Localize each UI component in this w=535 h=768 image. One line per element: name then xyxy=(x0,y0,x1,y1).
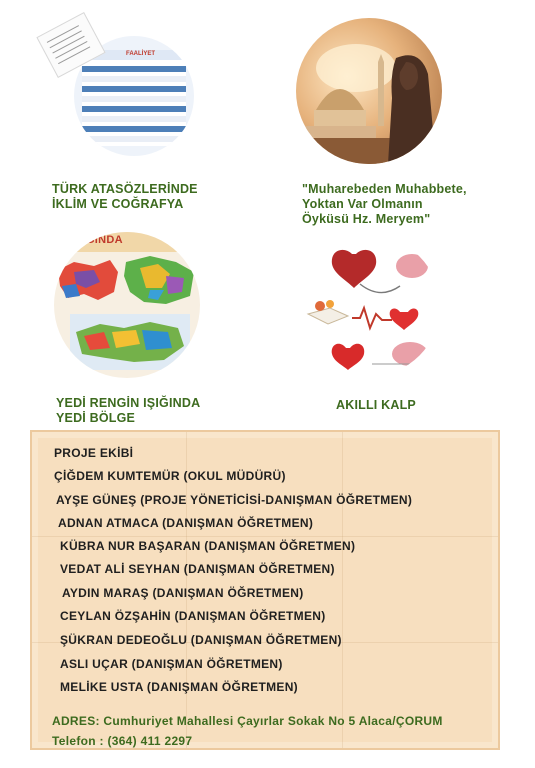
team-member: ŞÜKRAN DEDEOĞLU (DANIŞMAN ÖĞRETMEN) xyxy=(60,633,342,647)
caption-hz-meryem: "Muharebeden Muhabbete, Yoktan Var Olmanın Öyküsü Hz. Meryem" xyxy=(302,182,467,226)
team-member: KÜBRA NUR BAŞARAN (DANIŞMAN ÖĞRETMEN) xyxy=(60,539,356,553)
caption-turk-atasozleri: TÜRK ATASÖZLERİNDE İKLİM VE COĞRAFYA xyxy=(52,182,198,211)
team-member: VEDAT ALİ SEYHAN (DANIŞMAN ÖĞRETMEN) xyxy=(60,562,335,576)
smart-heart-image xyxy=(300,236,440,376)
team-member: AYDIN MARAŞ (DANIŞMAN ÖĞRETMEN) xyxy=(62,586,304,600)
team-member: AYŞE GÜNEŞ (PROJE YÖNETİCİSİ-DANIŞMAN ÖĞRETMEN) xyxy=(56,493,413,507)
team-member: ADNAN ATMACA (DANIŞMAN ÖĞRETMEN) xyxy=(58,516,314,530)
team-member: ÇİĞDEM KUMTEMÜR (OKUL MÜDÜRÜ) xyxy=(54,469,286,483)
school-phone: Telefon : (364) 411 2297 xyxy=(52,734,193,748)
project-team-panel xyxy=(30,430,500,750)
caption-akilli-kalp: AKILLI KALP xyxy=(336,398,416,412)
map-banner-text: N IŞIĞINDA xyxy=(60,234,123,246)
caption-yedi-bolge: YEDİ RENGİN IŞIĞINDA YEDİ BÖLGE xyxy=(56,396,201,425)
mosque-woman-image xyxy=(296,18,442,164)
team-title: PROJE EKİBİ xyxy=(54,446,134,460)
team-member: CEYLAN ÖZŞAHİN (DANIŞMAN ÖĞRETMEN) xyxy=(60,609,326,623)
team-member: ASLI UÇAR (DANIŞMAN ÖĞRETMEN) xyxy=(60,657,283,671)
turkey-regions-map-image xyxy=(54,232,200,378)
team-member: MELİKE USTA (DANIŞMAN ÖĞRETMEN) xyxy=(60,680,298,694)
document-heading: FAALİYET xyxy=(126,51,156,57)
school-address: ADRES: Cumhuriyet Mahallesi Çayırlar Sokak No 5 Alaca/ÇORUM xyxy=(52,714,443,728)
